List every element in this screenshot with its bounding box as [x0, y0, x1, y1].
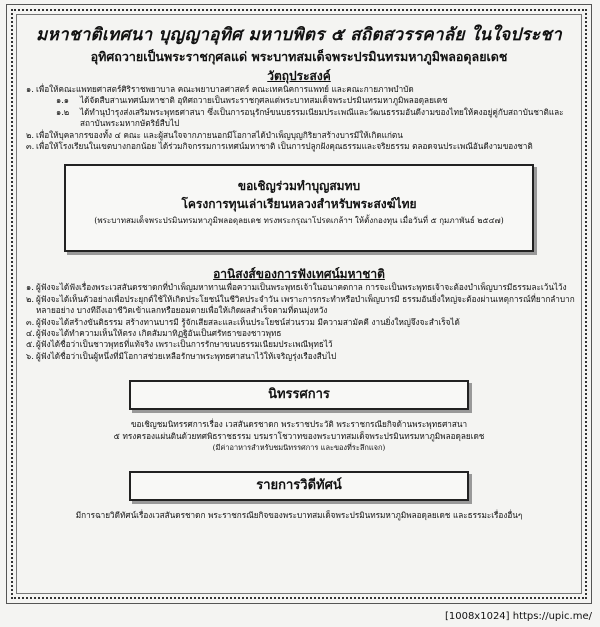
item-number: ๑.๒ — [56, 106, 70, 117]
exhibition-line-1: ขอเชิญชมนิทรรศการเรื่อง เวสสันดรชาดก พระราชประวัติ พระราชกรณียกิจด้านพระพุทธศาสนา — [130, 419, 468, 430]
invite-line-3: (พระบาทสมเด็จพระปรมินทรมหาภูมิพลอดุลยเดช ทรงพระกรุณาโปรดเกล้าฯ ให้ตั้งกองทุน เมื่อวันที่ ๕ กุมภาพันธ์ ๒๕๔๗) — [94, 216, 504, 226]
item-number: ๒. — [26, 293, 34, 304]
item-number: ๒. — [26, 129, 34, 140]
document-content — [22, 20, 576, 521]
item-number: ๓. — [26, 316, 35, 327]
item-number: ๔. — [26, 328, 35, 339]
benefit-item — [22, 294, 576, 317]
objective-subitem — [22, 95, 576, 106]
item-text: ผู้ฟังจะได้ทำความเห็นให้ตรง เกิดสัมมาทิฏฐิอันเป็นศรัทธาของชาวพุทธ — [36, 328, 282, 339]
page-title: มหาชาติเทศนา บุญญาอุทิศ มหาบพิตร ๕ สถิตสวรรคาลัย ในใจประชา — [36, 25, 562, 45]
objective-item — [22, 141, 576, 152]
benefit-item — [22, 328, 576, 339]
item-text: เพื่อให้บุคลากรของทั้ง ๔ คณะ และผู้สนใจจากภายนอกมีโอกาสได้บำเพ็ญบุญกิริยาสร้างบารมีให้เกิดแก่ตน — [36, 129, 403, 140]
objectives-list — [22, 84, 576, 152]
benefit-item — [22, 282, 576, 293]
objective-item — [22, 130, 576, 141]
item-text: ผู้ฟังจะได้สร้างขันติธรรม สร้างทานบารมี รู้จักเสียสละและเห็นประโยชน์ส่วนรวม มีความสามัคคี งานยิ่งใหญ่จึงจะสำเร็จได้ — [36, 316, 460, 327]
benefits-list — [22, 282, 576, 362]
objectives-heading: วัตถุประสงค์ — [267, 69, 331, 83]
item-text: ผู้ฟังได้ชื่อว่าเป็นชาวพุทธที่แท้จริง เพราะเป็นการรักษาขนบธรรมเนียมประเพณีพุทธไว้ — [36, 339, 333, 350]
video-heading: รายการวิดีทัศน์ — [256, 478, 342, 494]
item-number: ๓. — [26, 141, 35, 152]
benefits-heading: อานิสงส์ของการฟังเทศน์มหาชาติ — [213, 267, 385, 282]
video-line-1: มีการฉายวิดีทัศน์เรื่องเวสสันดรชาดก พระราชกรณียกิจของพระบาทสมเด็จพระปรมินทรมหาภูมิพลอดุลยเดช และธรรมะเรื่องอื่นๆ — [75, 510, 523, 521]
item-text: เพื่อให้คณะแพทยศาสตร์ศิริราชพยาบาล คณะพยาบาลศาสตร์ คณะเทคนิคการแพทย์ และคณะกายภาพบำบัด — [36, 84, 414, 94]
image-host-watermark: [1008x1024] https://upic.me/ — [444, 611, 592, 622]
page-subtitle: อุทิศถวายเป็นพระราชกุศลแด่ พระบาทสมเด็จพระปรมินทรมหาภูมิพลอดุลยเดช — [90, 49, 508, 64]
exhibition-heading: นิทรรศการ — [268, 387, 330, 403]
invite-line-1: ขอเชิญร่วมทำบุญสมทบ — [237, 179, 361, 194]
item-number: ๑. — [26, 282, 34, 293]
objective-item — [22, 84, 576, 95]
benefit-item — [22, 339, 576, 350]
item-number: ๑.๑ — [56, 95, 69, 106]
exhibition-line-3: (มีค่าอาหารสำหรับชมนิทรรศการ และของที่ระลึกแจก) — [212, 443, 386, 453]
item-number: ๖. — [26, 350, 34, 361]
objective-subitem — [22, 107, 576, 130]
exhibition-details — [22, 418, 576, 453]
item-text: ผู้ฟังได้ชื่อว่าเป็นผู้หนึ่งที่มีโอกาสช่วยเหลือรักษาพระพุทธศาสนาไว้ให้เจริญรุ่งเรืองสืบไป — [36, 350, 337, 361]
item-number: ๑. — [26, 84, 34, 94]
invite-line-2: โครงการทุนเล่าเรียนหลวงสำหรับพระสงฆ์ไทย — [181, 197, 417, 212]
exhibition-line-2: ๕ ทรงครองแผ่นดินด้วยทศพิธราชธรรม บรมราโชวาทของพระบาทสมเด็จพระปรมินทรมหาภูมิพลอดุลยเดช — [113, 431, 485, 442]
item-text: ผู้ฟังจะได้เห็นตัวอย่างเพื่อประยุกต์ใช้ให้เกิดประโยชน์ในชีวิตประจำวัน เพราะการกระทำหรือบำเพ็ญบารมี ธรรมอันยิ่งใหญ่จะต้องผ่านเหตุการณ์ที่ยากลำบากหลายอย่าง บางทีถึงเอาชีวิตเข้าแลกหรือยอมตายเพื่อให้เกิดผลสำเร็จตามที่ตนมุ่งหวัง — [36, 293, 575, 316]
video-heading-box — [129, 471, 469, 501]
item-text: ผู้ฟังจะได้ฟังเรื่องพระเวสสันดรชาดกที่บำเพ็ญมหาทานเพื่อความเป็นพระพุทธเจ้าในอนาคตกาล การจะเป็นพระพุทธเจ้าจะต้องบำเพ็ญบารมีธรรมละเว้นไว้ง — [36, 282, 567, 293]
item-text: ได้ทำนุบำรุงส่งเสริมพระพุทธศาสนา ซึ่งเป็นการอนุรักษ์ขนบธรรมเนียมประเพณีและวัฒนธรรมอันดีงามของไทยให้คงอยู่คู่กับสถาบันชาติและสถาบันพระมหากษัตริย์สืบไป — [80, 106, 564, 129]
item-text: ได้จัดสืบสานเทศน์มหาชาติ อุทิศถวายเป็นพระราชกุศลแด่พระบาทสมเด็จพระปรมินทรมหาภูมิพลอดุลยเดช — [80, 95, 448, 106]
benefit-item — [22, 317, 576, 328]
item-number: ๕. — [26, 339, 35, 350]
benefit-item — [22, 351, 576, 362]
exhibition-heading-box — [129, 380, 469, 410]
item-text: เพื่อให้โรงเรียนในเขตบางกอกน้อย ได้ร่วมกิจกรรมการเทศน์มหาชาติ เป็นการปลูกฝังคุณธรรมและจริยธรรม ตลอดจนประเพณีอันดีงามของชาติ — [36, 141, 533, 152]
donation-invite-box — [64, 164, 534, 252]
